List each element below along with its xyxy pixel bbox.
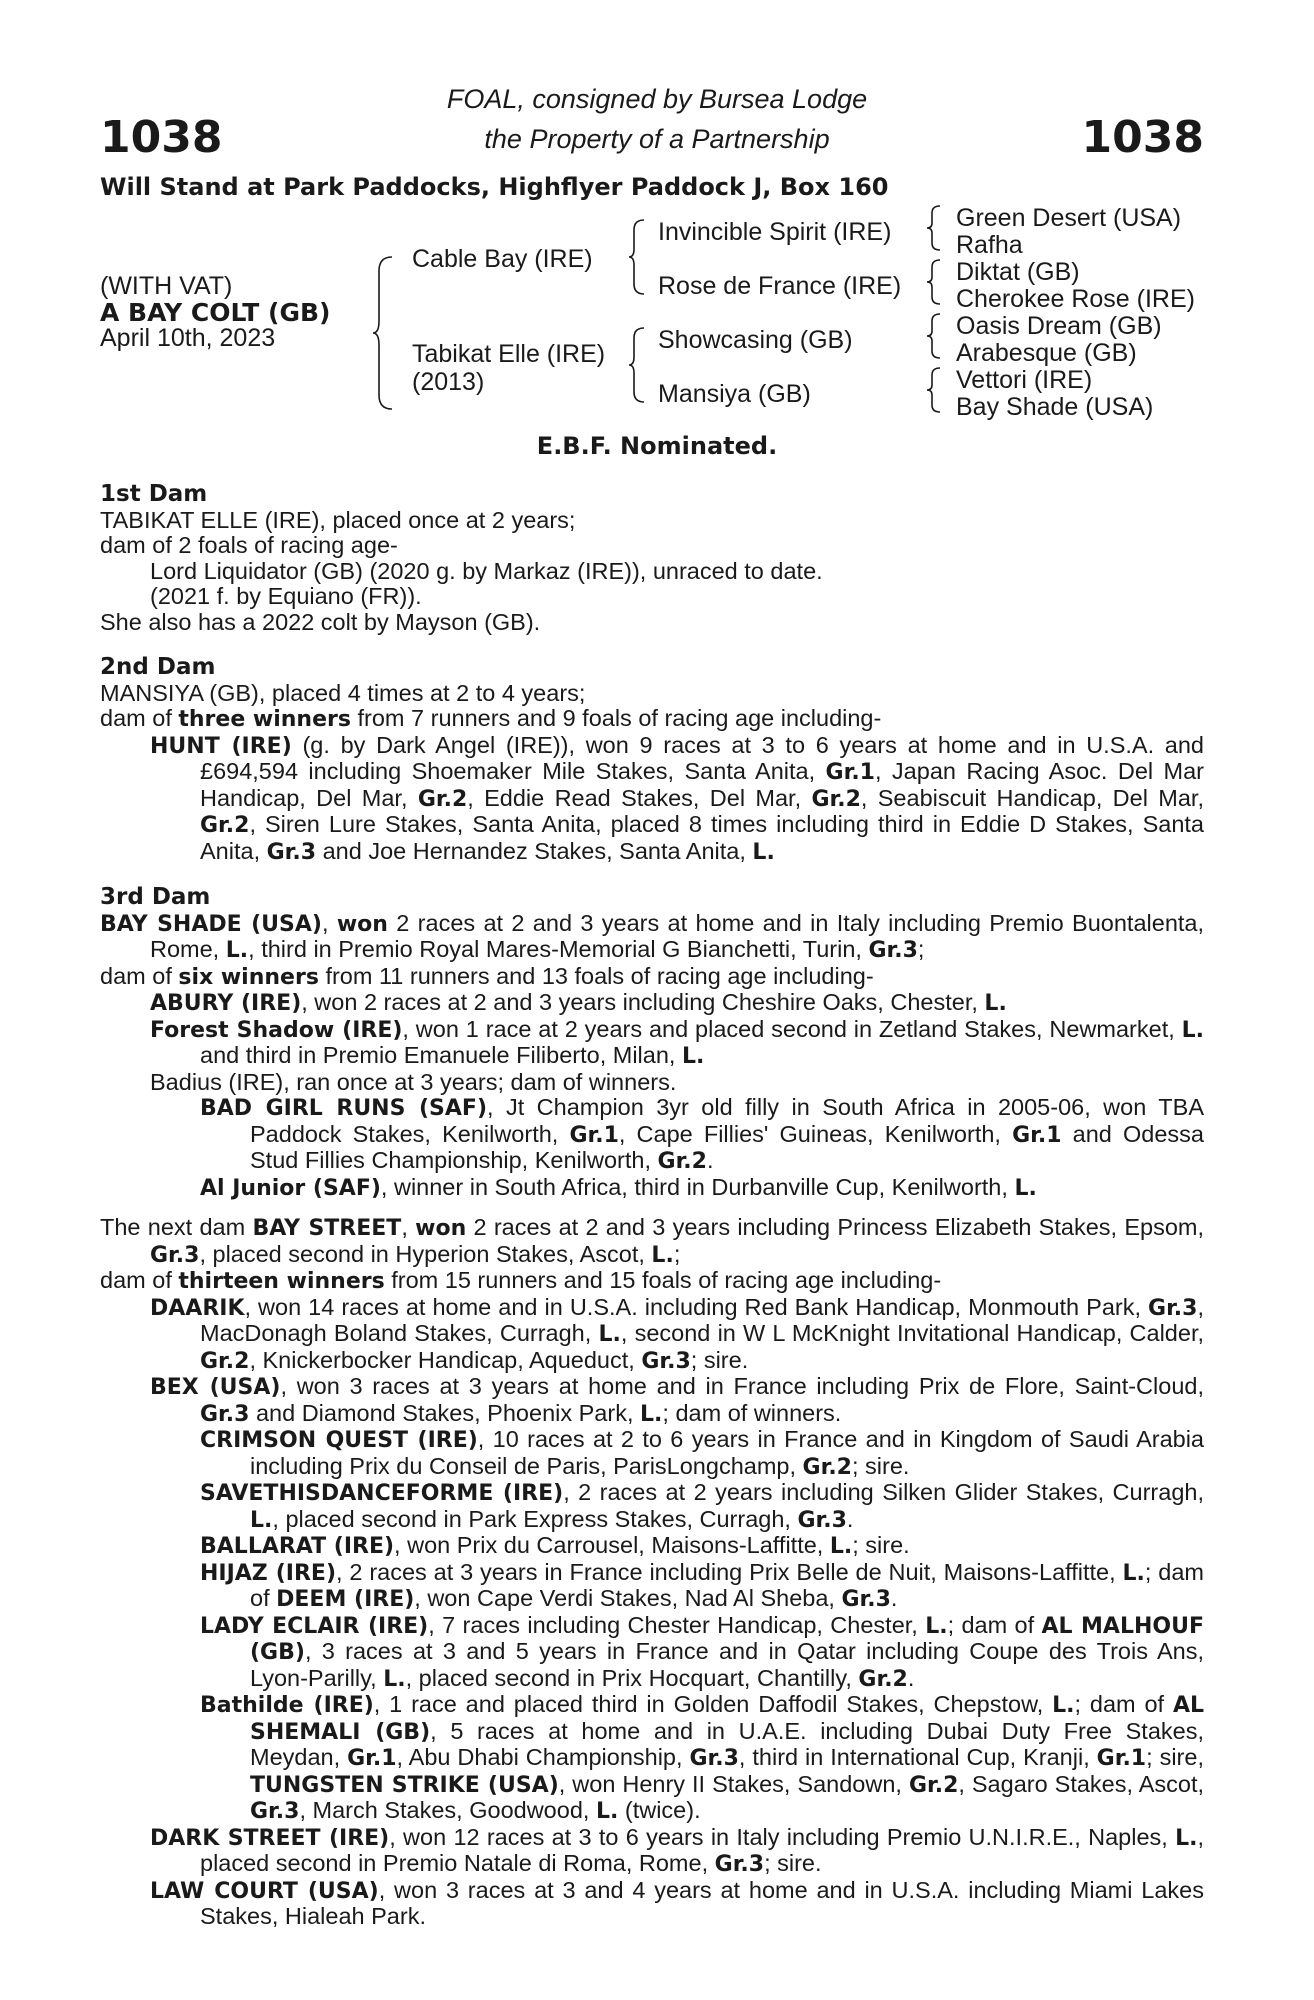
pedigree-gen3-3: Diktat (GB) — [956, 258, 1080, 286]
lot-number-left: 1038 — [100, 112, 223, 163]
pedigree-sire-dam: Rose de France (IRE) — [658, 272, 902, 300]
produce-daarik: DAARIK, won 14 races at home and in U.S.A. including Red Bank Handicap, Monmouth Park, Gr.3, MacDonagh Boland Stakes, Curragh, L., second in W L McKnight Invitational Handicap, Calder, Gr.2, Knickerbocker Handicap, Aqueduct, Gr.3; sire. — [150, 1293, 1205, 1374]
produce-abury: ABURY (IRE), won 2 races at 2 and 3 years including Cheshire Oaks, Chester, L. — [150, 989, 1007, 1016]
pedigree-gen3-7: Vettori (IRE) — [956, 366, 1093, 394]
pedigree-dam-year: (2013) — [412, 368, 485, 396]
pedigree-bracket-sire — [628, 218, 646, 296]
produce-2021: (2021 f. by Equiano (FR)). — [150, 583, 422, 609]
foaling-date: April 10th, 2023 — [100, 324, 276, 352]
produce-bad-girl-runs: BAD GIRL RUNS (SAF), Jt Champion 3yr old filly in South Africa in 2005-06, won TBA Paddock Stakes, Kenilworth, Gr.1, Cape Fillies' Guineas, Kenilworth, Gr.1 and Odessa Stud Fillies Championship, Kenilworth, Gr.2. — [200, 1094, 1204, 1174]
next-dam-line: The next dam BAY STREET, won 2 races at 2 and 3 years including Princess Elizabeth Stakes, Epsom, Gr.3, placed second in Hyperion Stakes, Ascot, L.; — [100, 1214, 1204, 1268]
next-dam-produce-summary: dam of thirteen winners from 15 runners and 15 foals of racing age including- — [100, 1267, 942, 1294]
pedigree-sire-sire: Invincible Spirit (IRE) — [658, 218, 892, 246]
produce-lord-liquidator: Lord Liquidator (GB) (2020 g. by Markaz (IRE)), unraced to date. — [150, 557, 823, 584]
produce-crimson-quest: CRIMSON QUEST (IRE), 10 races at 2 to 6 years in France and in Kingdom of Saudi Arabia including Prix du Conseil de Paris, ParisLongchamp, Gr.2; sire. — [200, 1426, 1204, 1480]
second-dam-heading: 2nd Dam — [100, 654, 216, 680]
lot-number-right: 1038 — [1081, 112, 1204, 163]
horse-name: A BAY COLT (GB) — [100, 298, 331, 327]
vat-note: (WITH VAT) — [100, 272, 233, 300]
pedigree-bracket-g3-1 — [926, 204, 942, 252]
pedigree-bracket-g3-4 — [926, 366, 942, 414]
pedigree-gen3-1: Green Desert (USA) — [956, 204, 1182, 232]
pedigree-gen3-5: Oasis Dream (GB) — [956, 312, 1162, 340]
pedigree-gen3-2: Rafha — [956, 231, 1023, 259]
produce-ballarat: BALLARAT (IRE), won Prix du Carrousel, Maisons-Laffitte, L.; sire. — [200, 1532, 910, 1559]
pedigree-sire: Cable Bay (IRE) — [412, 245, 593, 273]
pedigree-dam-sire: Showcasing (GB) — [658, 326, 853, 354]
pedigree-bracket-dam — [628, 326, 646, 404]
pedigree-bracket-g3-2 — [926, 258, 942, 306]
produce-badius: Badius (IRE), ran once at 3 years; dam of winners. — [150, 1068, 677, 1095]
produce-hijaz: HIJAZ (IRE), 2 races at 3 years in France including Prix Belle de Nuit, Maisons-Laffitte, L.; dam of DEEM (IRE), won Cape Verdi Stakes, Nad Al Sheba, Gr.3. — [200, 1558, 1205, 1612]
pedigree-dam: Tabikat Elle (IRE) — [412, 340, 606, 368]
produce-lady-eclair: LADY ECLAIR (IRE), 7 races including Chester Handicap, Chester, L.; dam of AL MALHOUF (GB), 3 races at 3 and 5 years in France and in Qatar including Coupe des Trois Ans, Lyon-Parilly, L., placed second in Prix Hocquart, Chantilly, Gr.2. — [200, 1611, 1204, 1692]
produce-hunt: HUNT (IRE) (g. by Dark Angel (IRE)), won 9 races at 3 to 6 years at home and in U.S.A. and £694,594 including Shoemaker Mile Stakes, Santa Anita, Gr.1, Japan Racing Asoc. Del Mar Handicap, Del Mar, Gr.2, Eddie Read Stakes, Del Mar, Gr.2, Seabiscuit Handicap, Del Mar, Gr.2, Siren Lure Stakes, Santa Anita, placed 8 times including third in Eddie D Stakes, Santa Anita, Gr.3 and Joe Hernandez Stakes, Santa Anita, L. — [150, 731, 1205, 865]
first-dam-line: TABIKAT ELLE (IRE), placed once at 2 years; — [100, 506, 576, 533]
ownership-line: the Property of a Partnership — [484, 124, 830, 154]
pedigree-gen3-6: Arabesque (GB) — [956, 339, 1137, 367]
third-dam-produce-summary: dam of six winners from 11 runners and 13 foals of racing age including- — [100, 962, 874, 990]
pedigree-bracket-g3-3 — [926, 312, 942, 360]
ebf-nominated: E.B.F. Nominated. — [536, 432, 778, 460]
produce-al-junior: Al Junior (SAF), winner in South Africa, third in Durbanville Cup, Kenilworth, L. — [200, 1173, 1037, 1201]
first-dam-heading: 1st Dam — [100, 481, 208, 507]
produce-law-court: LAW COURT (USA), won 3 races at 3 and 4 years at home and in U.S.A. including Miami Lakes Stakes, Hialeah Park. — [150, 1876, 1204, 1929]
first-dam-foals: dam of 2 foals of racing age- — [100, 532, 398, 558]
stand-location: Will Stand at Park Paddocks, Highflyer Paddock J, Box 160 — [100, 173, 889, 201]
second-dam-produce-summary: dam of three winners from 7 runners and 9 foals of racing age including- — [100, 705, 882, 732]
catalogue-body — [100, 482, 1204, 1930]
produce-bex: BEX (USA), won 3 races at 3 years at home and in France including Prix de Flore, Saint-Cloud, Gr.3 and Diamond Stakes, Phoenix Park, L.; dam of winners. — [150, 1373, 1204, 1427]
produce-savethisdanceforme: SAVETHISDANCEFORME (IRE), 2 races at 2 years including Silken Glider Stakes, Curragh, L., placed second in Park Express Stakes, Curragh, Gr.3. — [200, 1479, 1204, 1533]
pedigree-gen3-8: Bay Shade (USA) — [956, 393, 1154, 421]
produce-forest-shadow: Forest Shadow (IRE), won 1 race at 2 years and placed second in Zetland Stakes, Newmarket, L. and third in Premio Emanuele Filiberto, Milan, L. — [150, 1015, 1204, 1069]
pedigree-bracket-main — [372, 255, 394, 412]
pedigree-gen3-4: Cherokee Rose (IRE) — [956, 285, 1195, 313]
second-dam-line: MANSIYA (GB), placed 4 times at 2 to 4 years; — [100, 679, 586, 706]
produce-dark-street: DARK STREET (IRE), won 12 races at 3 to 6 years in Italy including Premio U.N.I.R.E., Naples, L., placed second in Premio Natale di Roma, Rome, Gr.3; sire. — [150, 1823, 1204, 1877]
produce-bathilde: Bathilde (IRE), 1 race and placed third in Golden Daffodil Stakes, Chepstow, L.; dam of AL SHEMALI (GB), 5 races at home and in U.A.E. including Dubai Duty Free Stakes, Meydan, Gr.1, Abu Dhabi Championship, Gr.3, third in International Cup, Kranji, Gr.1; sire, TUNGSTEN STRIKE (USA), won Henry II Stakes, Sandown, Gr.2, Sagaro Stakes, Ascot, Gr.3, March Stakes, Goodwood, L. (twice). — [200, 1691, 1205, 1824]
produce-2022: She also has a 2022 colt by Mayson (GB). — [100, 608, 541, 635]
pedigree-dam-dam: Mansiya (GB) — [658, 380, 811, 408]
third-dam-heading: 3rd Dam — [100, 884, 211, 910]
consignor-line: FOAL, consigned by Bursea Lodge — [446, 84, 868, 114]
third-dam-line: BAY SHADE (USA), won 2 races at 2 and 3 years at home and in Italy including Premio Buontalenta, Rome, L., third in Premio Royal Mares-Memorial G Bianchetti, Turin, Gr.3; — [100, 909, 1205, 963]
